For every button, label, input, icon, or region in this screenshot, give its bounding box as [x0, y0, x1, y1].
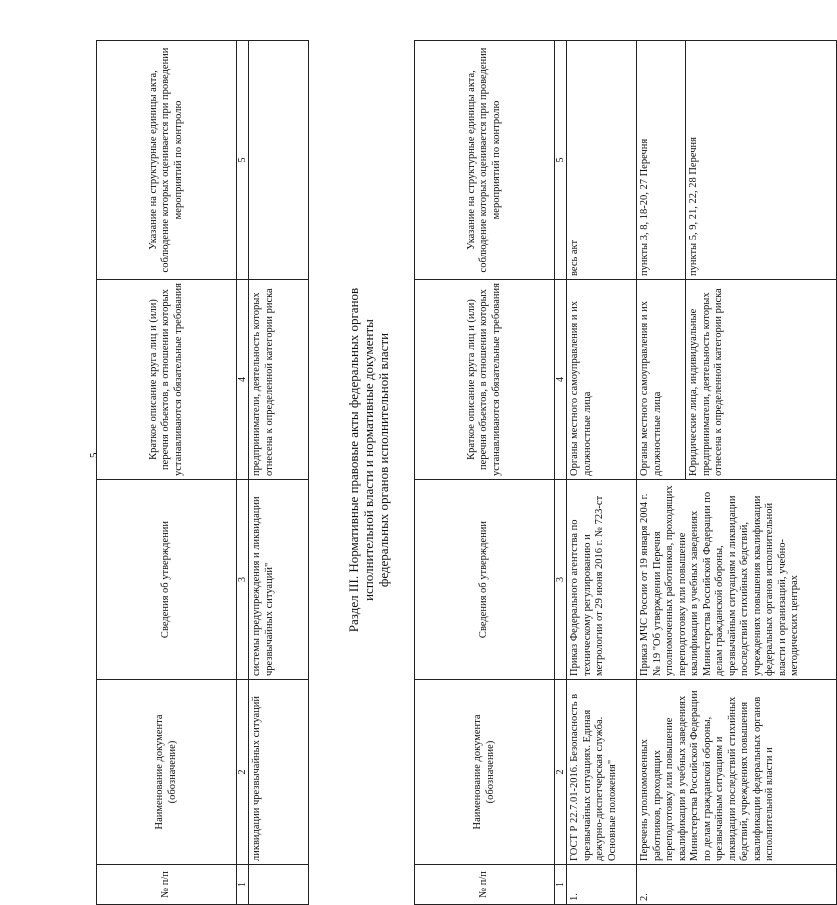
section-title-line3: федеральных органов исполнительной власти: [376, 332, 391, 588]
table-section-3: [414, 40, 837, 905]
header-name: Наименование документа (обозначение): [415, 680, 555, 865]
row-1-units: весь акт: [567, 41, 637, 280]
table-row-name: ликвидации чрезвычайных ситуаций: [249, 680, 309, 865]
table-row-approval: системы предупреждения и ликвидации чрезвычайных ситуаций": [249, 480, 309, 680]
page-number: 5: [88, 452, 100, 458]
table-continuation: [96, 40, 309, 905]
header-scope: Краткое описание круга лиц и (или) перечня объектов, в отношении которых устанавливаются обязательные требования: [415, 280, 555, 480]
table-row-units: [249, 41, 309, 280]
colnum-5: 5: [555, 41, 567, 280]
row-2-num: 2.: [637, 865, 837, 905]
row-2-scope-cell: [637, 280, 837, 480]
row-1-num: 1.: [567, 865, 637, 905]
section-title-line1: Раздел III. Нормативные правовые акты федеральных органов: [346, 287, 361, 633]
section-title-line2: исполнительной власти и нормативные документы: [361, 319, 376, 601]
colnum-2: 2: [555, 680, 567, 865]
colnum-2: 2: [237, 680, 249, 865]
row-1-approval: Приказ Федерального агентства по техническому регулированию и метрологии от 29 июня 2016 г. № 723-ст: [567, 480, 637, 680]
header-name: Наименование документа (обозначение): [97, 680, 237, 865]
rotated-sheet: [96, 25, 800, 905]
header-num: № п/п: [97, 865, 237, 905]
row-2-scope: Органы местного самоуправления и их должностные лица: [637, 280, 686, 479]
header-units: Указание на структурные единицы акта, соблюдение которых оценивается при проведении мероприятий по контролю: [415, 41, 555, 280]
header-approval: Сведения об утверждении: [97, 480, 237, 680]
colnum-3: 3: [555, 480, 567, 680]
colnum-3: 3: [237, 480, 249, 680]
colnum-1: 1: [237, 865, 249, 905]
colnum-1: 1: [555, 865, 567, 905]
row-1-scope: Органы местного самоуправления и их должностные лица: [567, 280, 637, 480]
row-2-units: пункты 3, 8, 18-20, 27 Перечня: [637, 41, 686, 279]
row-2-approval: Приказ МЧС России от 19 января 2004 г. № 19 "Об утверждении Перечня уполномоченных работников, проходящих переподготовку или повышение квалификации в учебных заведениях Министерства Российской Федерации по делам гражданской обороны, чрезвычайным ситуациям и ликвидации последствий стихийных бедствий, учреждениях повышения квалификации федеральных органов исполнительной власти и организаций, учебно-методических центрах: [637, 480, 837, 680]
colnum-4: 4: [237, 280, 249, 480]
table-row-scope: предприниматели, деятельность которых отнесена к определенной категории риска: [249, 280, 309, 480]
row-2-scope-2: Юридические лица, индивидуальные предприниматели, деятельность которых отнесена к определенной категории риска: [688, 288, 724, 476]
row-2-units-cell: [637, 41, 837, 280]
colnum-5: 5: [237, 41, 249, 280]
section-title: [346, 190, 391, 730]
row-2-name: Перечень уполномоченных работников, проходящих переподготовку или повышение квалификации в учебных заведениях Министерства Российской Федерации по делам гражданской обороны, чрезвычайным ситуациям и ликвидации последствий стихийных бедствий, учреждениях повышения квалификации федеральных органов исполнительной власти и: [637, 680, 837, 865]
header-approval: Сведения об утверждении: [415, 480, 555, 680]
header-num: № п/п: [415, 865, 555, 905]
row-2-units-2: пункты 5, 9, 21, 22, 28 Перечня: [688, 137, 699, 276]
header-units: Указание на структурные единицы акта, соблюдение которых оценивается при проведении мероприятий по контролю: [97, 41, 237, 280]
colnum-4: 4: [555, 280, 567, 480]
row-1-name: ГОСТ Р 22.7.01-2016. Безопасность в чрезвычайных ситуациях. Единая дежурно-диспетчерская служба. Основные положения": [567, 680, 637, 865]
table-row-cell: [249, 865, 309, 905]
header-scope: Краткое описание круга лиц и (или) перечня объектов, в отношении которых устанавливаются обязательные требования: [97, 280, 237, 480]
